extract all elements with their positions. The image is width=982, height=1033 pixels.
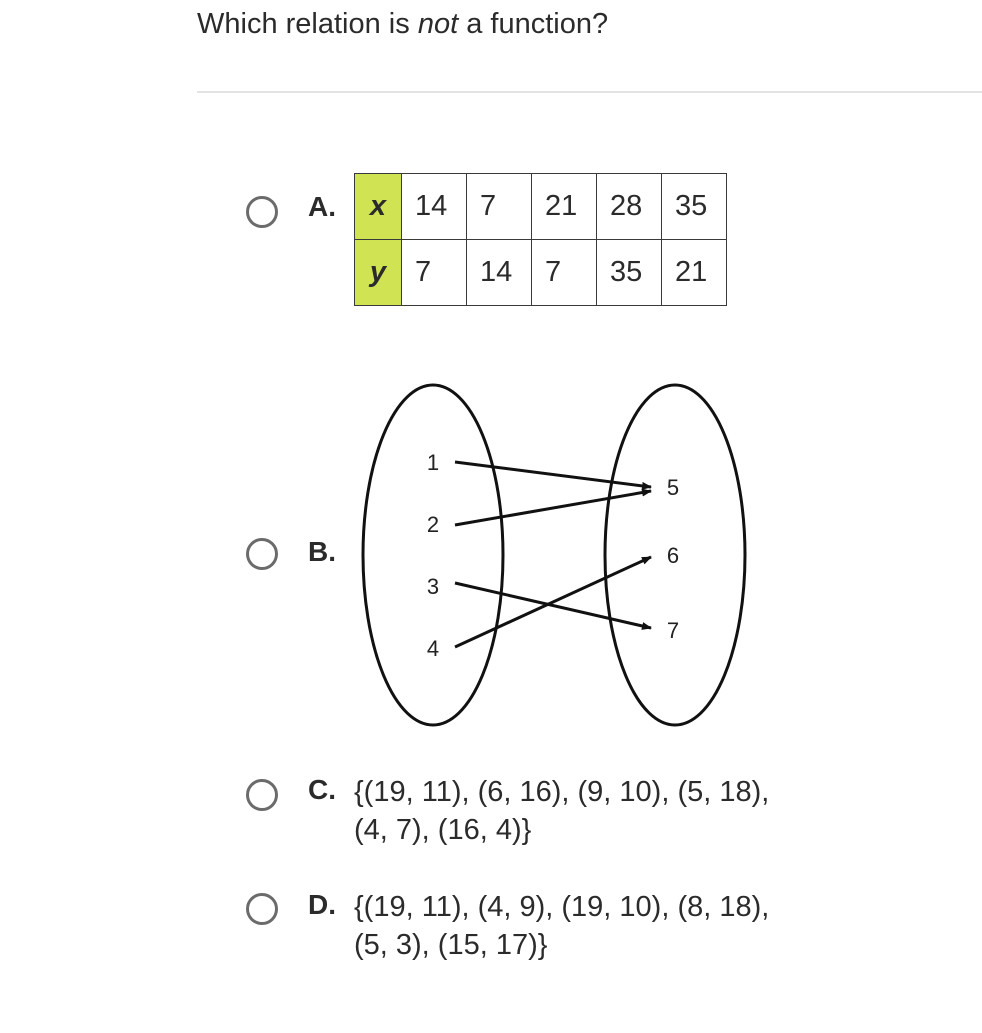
question-emphasis: not: [417, 8, 459, 40]
option-c-text: [354, 773, 769, 849]
mapping-arrow-1-to-5: [455, 462, 651, 487]
table-row-y: [355, 240, 727, 306]
range-value: 5: [666, 475, 680, 500]
x-cell: 14: [402, 174, 467, 240]
x-cell: 35: [662, 174, 727, 240]
option-a-table: [354, 173, 727, 306]
x-cell: 21: [532, 174, 597, 240]
table-row-x: [355, 174, 727, 240]
option-a-letter: A.: [308, 191, 336, 222]
question-before: Which relation is: [197, 8, 418, 40]
y-header-cell: y: [355, 240, 402, 306]
question-text: [197, 4, 608, 44]
option-c-line-1: {(19, 11), (6, 16), (9, 10), (5, 18),: [354, 776, 770, 808]
y-cell: 35: [597, 240, 662, 306]
y-cell: 7: [532, 240, 597, 306]
range-value: 7: [666, 618, 680, 643]
option-d-line-1: {(19, 11), (4, 9), (19, 10), (8, 18),: [354, 891, 770, 923]
option-d-text: [354, 888, 769, 964]
y-cell: 14: [467, 240, 532, 306]
option-d-radio[interactable]: [246, 893, 278, 925]
option-b-radio[interactable]: [246, 538, 278, 570]
y-cell: 7: [402, 240, 467, 306]
domain-value: 1: [426, 450, 440, 475]
divider: [197, 91, 982, 93]
option-c-letter: C.: [308, 774, 336, 805]
range-value: 6: [666, 543, 680, 568]
option-b-letter: B.: [308, 536, 336, 567]
x-header-cell: x: [355, 174, 402, 240]
mapping-arrow-3-to-7: [455, 583, 651, 628]
x-cell: 7: [467, 174, 532, 240]
mapping-diagram: [355, 380, 755, 732]
option-c-line-2: (4, 7), (16, 4)}: [354, 814, 532, 846]
option-c-radio[interactable]: [246, 779, 278, 811]
domain-value: 4: [426, 636, 440, 661]
x-cell: 28: [597, 174, 662, 240]
option-d-line-2: (5, 3), (15, 17)}: [354, 929, 548, 961]
option-a-radio[interactable]: [246, 196, 278, 228]
mapping-arrow-4-to-6: [455, 557, 651, 647]
option-d-letter: D.: [308, 889, 336, 920]
question-after: a function?: [458, 8, 609, 40]
domain-value: 2: [426, 512, 440, 537]
domain-oval: [363, 385, 503, 725]
mapping-arrow-2-to-5: [455, 491, 651, 525]
domain-value: 3: [426, 574, 440, 599]
y-cell: 21: [662, 240, 727, 306]
